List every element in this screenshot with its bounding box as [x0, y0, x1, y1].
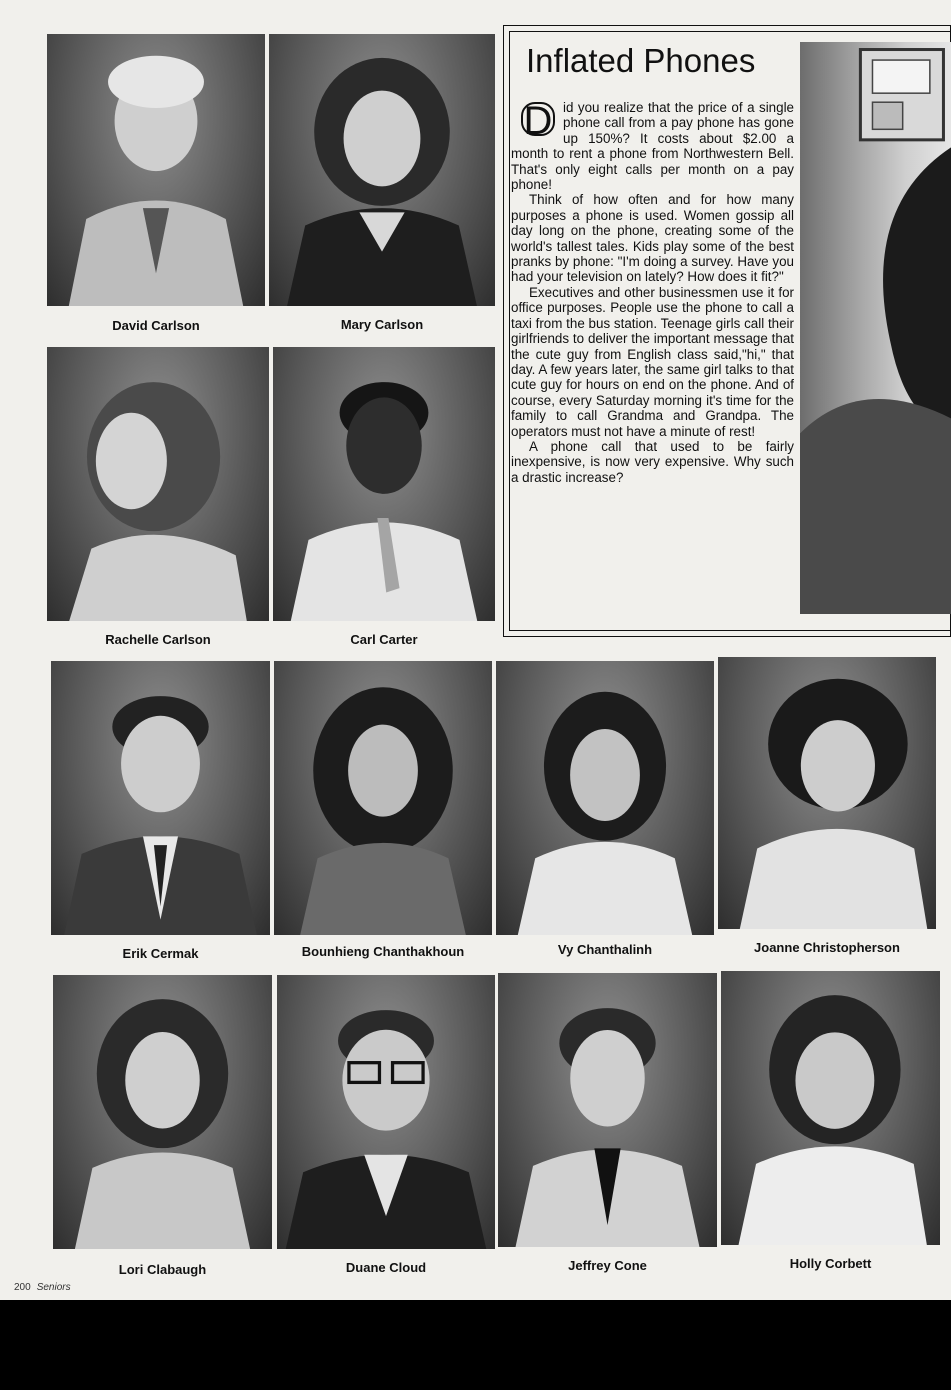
- portrait-photo-joanne-christopherson: [718, 657, 936, 929]
- pay-phone-photo: [800, 42, 951, 614]
- portrait-photo-bounhieng-chanthakhoun: [274, 661, 492, 935]
- article-title: Inflated Phones: [526, 42, 756, 79]
- page-number: 200: [14, 1282, 31, 1293]
- portrait-name: Duane Cloud: [345, 1260, 427, 1275]
- portrait-photo-erik-cermak: [51, 661, 270, 935]
- portrait-name: Erik Cermak: [122, 946, 199, 961]
- drop-cap: D: [521, 102, 555, 136]
- portrait-name: Carl Carter: [350, 632, 418, 647]
- page-footer: [14, 1282, 71, 1293]
- portrait-photo-carl-carter: [273, 347, 495, 621]
- portrait-photo-vy-chanthalinh: [496, 661, 714, 935]
- portrait-photo-david-carlson: [47, 34, 265, 306]
- portrait-photo-duane-cloud: [277, 975, 495, 1249]
- portrait-name: Vy Chanthalinh: [557, 942, 653, 957]
- article-paragraph: A phone call that used to be fairly inexpensive, is now very expensive. Why such a drastic increase?: [511, 438, 794, 485]
- portrait-photo-mary-carlson: [269, 34, 495, 306]
- section-label: Seniors: [36, 1282, 71, 1293]
- portrait-photo-jeffrey-cone: [498, 973, 717, 1247]
- portrait-photo-lori-clabaugh: [53, 975, 272, 1249]
- article-body: [511, 100, 794, 485]
- article-paragraph: Executives and other businessmen use it for office purposes. People use the phone to call a taxi from the bus station. Teenage girls call their girlfriends to deliver the important message that the cute guy from English class said,"hi," that day. A few years later, the same girl talks to that cute guy for hours on end on the phone. And of course, every Saturday morning it's time for the family to call Grandma and Grandpa. The operators must not have a minute of rest!: [511, 284, 794, 439]
- portrait-name: Rachelle Carlson: [105, 632, 211, 647]
- portrait-name: Joanne Christopherson: [754, 940, 900, 955]
- article-paragraph-text: id you realize that the price of a single phone call from a pay phone has gone up 150%? It costs about $2.00 a month to rent a phone from Northwestern Bell. That's only eight calls per month on a pay phone!: [511, 100, 794, 193]
- article-paragraph: Think of how often and for how many purposes a phone is used. Women gossip all day long on the phone, creating some of the world's tallest tales. Kids play some of the best pranks by phone: "I'm doing a survey. Have you had your television on lately? How does it fit?": [511, 192, 794, 285]
- portrait-photo-holly-corbett: [721, 971, 940, 1245]
- article-paragraph: [511, 100, 794, 192]
- portrait-name: Bounhieng Chanthakhoun: [301, 944, 465, 959]
- portrait-photo-rachelle-carlson: [47, 347, 269, 621]
- portrait-name: Lori Clabaugh: [118, 1262, 207, 1277]
- portrait-name: Holly Corbett: [789, 1256, 872, 1271]
- portrait-name: David Carlson: [112, 318, 200, 333]
- portrait-name: Mary Carlson: [340, 317, 424, 332]
- portrait-name: Jeffrey Cone: [568, 1258, 647, 1273]
